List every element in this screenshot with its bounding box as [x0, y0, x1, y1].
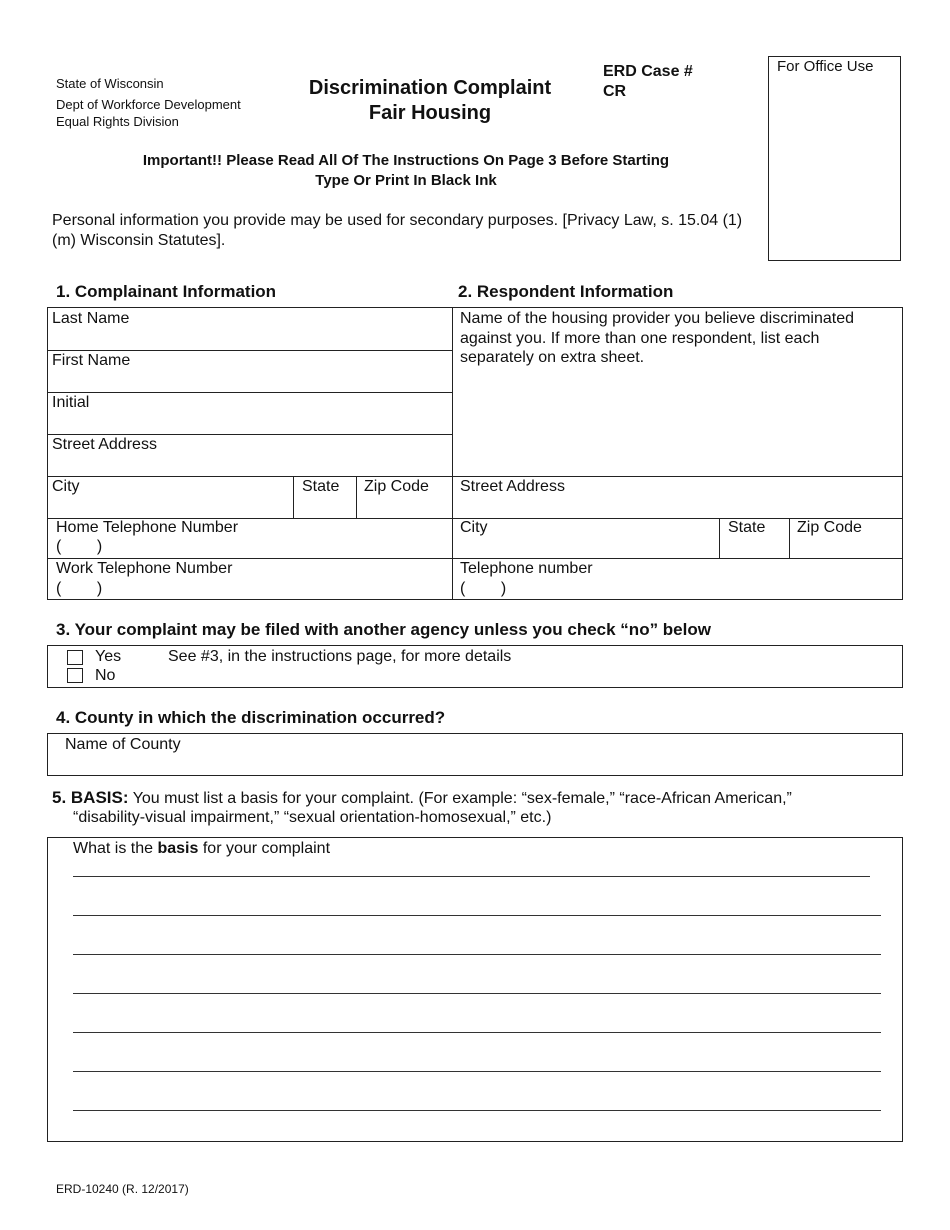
- initial-field[interactable]: Initial: [52, 394, 90, 411]
- home-phone-area: ( ): [56, 538, 103, 555]
- complainant-street-field[interactable]: Street Address: [52, 436, 157, 453]
- basis-prompt-pre: What is the: [73, 840, 154, 857]
- info-grid: [47, 307, 903, 600]
- respondent-street-field[interactable]: Street Address: [460, 478, 565, 495]
- agency-state: State of Wisconsin: [56, 76, 164, 91]
- important-notice: [56, 151, 756, 191]
- last-name-field[interactable]: Last Name: [52, 310, 130, 327]
- erd-case-number: [603, 62, 693, 102]
- section2-heading: 2. Respondent Information: [458, 282, 674, 301]
- section1-heading: 1. Complainant Information: [56, 282, 277, 301]
- basis-prompt: [73, 839, 330, 858]
- no-checkbox[interactable]: [67, 668, 83, 683]
- form-title: [290, 76, 570, 126]
- yes-checkbox[interactable]: [67, 650, 83, 665]
- agency-block: [56, 75, 241, 130]
- section3-note: See #3, in the instructions page, for more details: [168, 648, 512, 665]
- respondent-city-field[interactable]: City: [460, 519, 488, 536]
- case-label: ERD Case #: [603, 63, 693, 80]
- work-phone-field[interactable]: Work Telephone Number: [56, 560, 233, 577]
- agency-filing-box: [47, 645, 903, 688]
- yes-label: Yes: [95, 648, 122, 665]
- work-phone-area: ( ): [56, 580, 103, 597]
- complainant-city-field[interactable]: City: [52, 478, 80, 495]
- form-title-line2: Fair Housing: [368, 102, 492, 124]
- complainant-zip-field[interactable]: Zip Code: [364, 478, 429, 495]
- agency-division: Equal Rights Division: [56, 114, 179, 129]
- basis-write-line[interactable]: [73, 915, 881, 916]
- office-use-label: For Office Use: [777, 58, 874, 75]
- home-phone-field[interactable]: Home Telephone Number: [56, 519, 239, 536]
- respondent-name-field[interactable]: Name of the housing provider you believe discriminated against you. If more than one respondent, list each separately on extra sheet.: [460, 310, 854, 366]
- county-box: [47, 733, 903, 776]
- form-title-line1: Discrimination Complaint: [308, 77, 552, 99]
- basis-prompt-post: for your complaint: [202, 840, 331, 857]
- privacy-notice: Personal information you provide may be used for secondary purposes. [Privacy Law, s. 15.04 (1)(m) Wisconsin Statutes].: [52, 212, 743, 249]
- office-use-box: [768, 56, 901, 261]
- section5-text: You must list a basis for your complaint. (For example: “sex-female,” “race-African American,”: [132, 790, 792, 807]
- agency-dept: Dept of Workforce Development: [56, 97, 241, 112]
- basis-write-line[interactable]: [73, 1110, 881, 1111]
- form-number: ERD-10240 (R. 12/2017): [56, 1182, 189, 1196]
- respondent-phone-area: ( ): [460, 580, 507, 597]
- section5-title: 5. BASIS:: [52, 788, 129, 807]
- basis-write-line[interactable]: [73, 1071, 881, 1072]
- section4-heading: 4. County in which the discrimination occurred?: [56, 708, 446, 727]
- basis-write-line[interactable]: [73, 954, 881, 955]
- important-line1: Important!! Please Read All Of The Instructions On Page 3 Before Starting: [142, 152, 670, 169]
- first-name-field[interactable]: First Name: [52, 352, 131, 369]
- section5-heading: [52, 788, 792, 809]
- respondent-state-field[interactable]: State: [728, 519, 766, 536]
- case-prefix: CR: [603, 83, 627, 100]
- important-line2: Type Or Print In Black Ink: [315, 172, 497, 189]
- basis-write-line[interactable]: [73, 993, 881, 994]
- respondent-zip-field[interactable]: Zip Code: [797, 519, 862, 536]
- respondent-phone-field[interactable]: Telephone number: [460, 560, 593, 577]
- basis-box: [47, 837, 903, 1142]
- basis-write-line[interactable]: [73, 876, 870, 877]
- complainant-state-field[interactable]: State: [302, 478, 340, 495]
- basis-prompt-bold: basis: [157, 840, 199, 857]
- section3-heading: 3. Your complaint may be filed with another agency unless you check “no” below: [56, 620, 711, 639]
- county-field[interactable]: Name of County: [65, 736, 181, 753]
- no-label: No: [95, 667, 116, 684]
- section5-text-line2: “disability-visual impairment,” “sexual orientation-homosexual,” etc.): [73, 809, 552, 826]
- basis-write-line[interactable]: [73, 1032, 881, 1033]
